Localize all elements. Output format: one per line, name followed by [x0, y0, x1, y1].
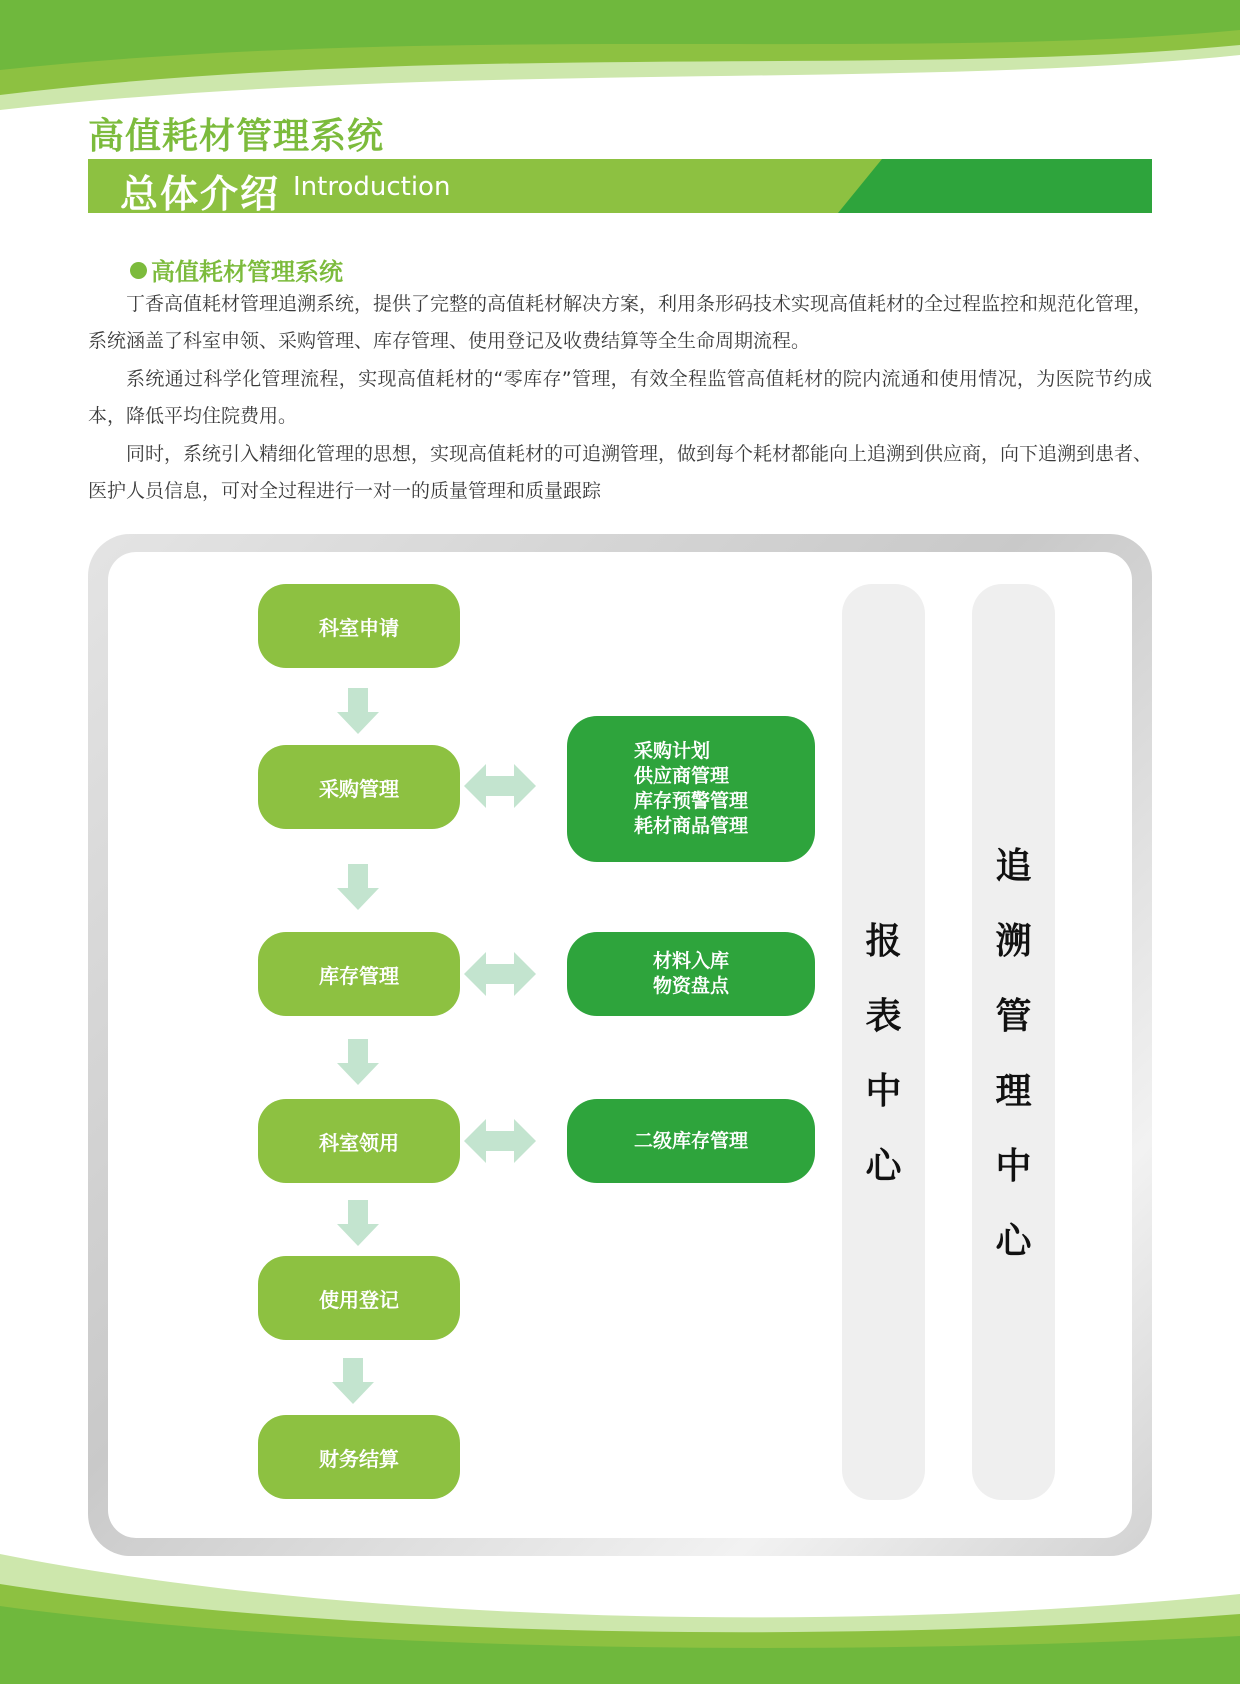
- arrow-down-icon: [330, 1358, 376, 1404]
- intro-text: [88, 286, 1152, 511]
- report-center-char: 心: [865, 1146, 902, 1187]
- trace-center-char: 心: [995, 1221, 1032, 1262]
- module-item-secondary-inventory: 二级库存管理: [633, 1129, 748, 1152]
- trace-center-char: 溯: [995, 921, 1032, 962]
- bullet-dot-icon: [130, 262, 147, 279]
- intro-banner: [88, 159, 1152, 216]
- arrow-down-icon: [335, 1039, 381, 1085]
- page-title: 高值耗材管理系统: [88, 116, 385, 157]
- banner-title-en: Introduction: [293, 172, 451, 202]
- trace-center-char: 中: [995, 1146, 1032, 1187]
- step-usage-registration: 使用登记: [258, 1256, 460, 1340]
- top-decoration: [0, 0, 1240, 120]
- step-department-requisition: 科室领用: [258, 1099, 460, 1183]
- intro-paragraph: 同时，系统引入精细化管理的思想，实现高值耗材的可追溯管理，做到每个耗材都能向上追溯到供应商，向下追溯到患者、医护人员信息，可对全过程进行一对一的质量管理和质量跟踪: [88, 443, 1153, 502]
- process-diagram: [108, 552, 1132, 1538]
- purchase-submodules: [567, 716, 815, 862]
- trace-center-char: 管: [995, 996, 1032, 1037]
- process-diagram-frame: [88, 534, 1152, 1556]
- trace-center-char: 理: [995, 1071, 1032, 1112]
- module-item-supplier-management: 供应商管理: [633, 765, 729, 787]
- report-center-char: 报: [865, 921, 902, 962]
- intro-paragraph: 丁香高值耗材管理追溯系统，提供了完整的高值耗材解决方案，利用条形码技术实现高值耗材的全过程监控和规范化管理，系统涵盖了科室申领、采购管理、库存管理、使用登记及收费结算等全生命周期流程。: [88, 293, 1153, 352]
- module-item-stock-alert-management: 库存预警管理: [633, 790, 748, 812]
- module-item-product-management: 耗材商品管理: [633, 815, 748, 837]
- department-submodules: [567, 1099, 815, 1183]
- step-purchase-management: 采购管理: [258, 745, 460, 829]
- arrow-down-icon: [335, 688, 381, 734]
- arrow-down-icon: [335, 1200, 381, 1246]
- double-arrow-icon: [464, 952, 536, 996]
- section-title: [130, 252, 343, 287]
- inventory-submodules: [567, 932, 815, 1016]
- trace-center-column: [972, 584, 1055, 1500]
- banner-title-cn: 总体介绍: [120, 172, 281, 216]
- module-item-material-inbound: 材料入库: [652, 950, 729, 972]
- step-inventory-management: 库存管理: [258, 932, 460, 1016]
- report-center-char: 表: [865, 996, 902, 1037]
- double-arrow-icon: [464, 1119, 536, 1163]
- intro-paragraph: 系统通过科学化管理流程，实现高值耗材的“零库存”管理，有效全程监管高值耗材的院内流通和使用情况，为医院节约成本，降低平均住院费用。: [88, 368, 1152, 427]
- double-arrow-icon: [464, 764, 536, 808]
- arrow-down-icon: [335, 864, 381, 910]
- bottom-decoration: [0, 1544, 1240, 1684]
- step-financial-settlement: 财务结算: [258, 1415, 460, 1499]
- trace-center-char: 追: [995, 846, 1032, 887]
- module-item-purchase-plan: 采购计划: [633, 740, 710, 762]
- step-department-request: 科室申请: [258, 584, 460, 668]
- report-center-column: [842, 584, 925, 1500]
- module-item-stocktaking: 物资盘点: [652, 975, 729, 997]
- section-title-text: 高值耗材管理系统: [151, 258, 343, 286]
- report-center-char: 中: [865, 1071, 902, 1112]
